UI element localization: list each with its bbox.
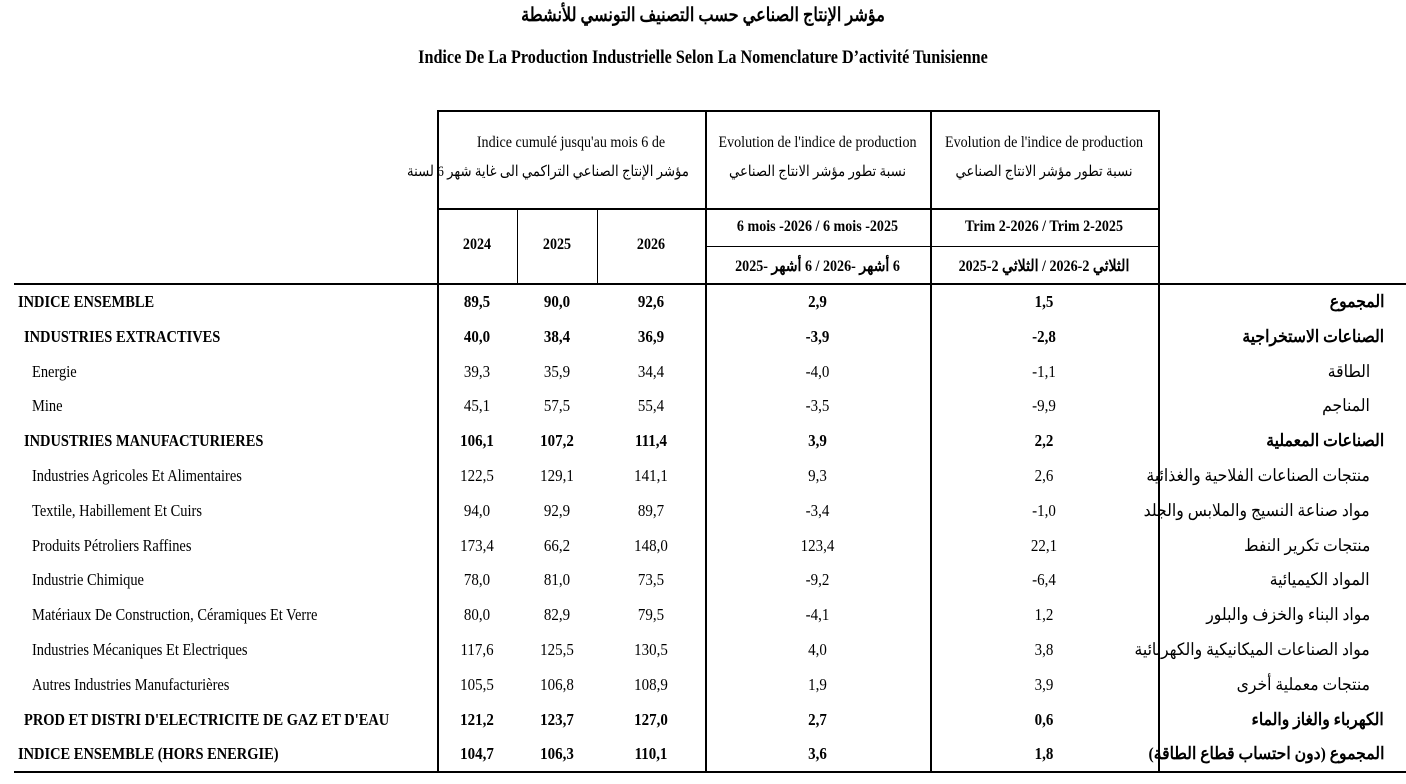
cell-evoltrim: -9,9 bbox=[1032, 396, 1056, 416]
row-label-fr: Energie bbox=[32, 361, 77, 381]
cell-evol6m: 1,9 bbox=[808, 674, 827, 694]
cell-v2025: 106,3 bbox=[540, 744, 574, 764]
table-row bbox=[0, 458, 1406, 493]
cell-v2026: 141,1 bbox=[634, 466, 668, 485]
row-label-ar: منتجات الصناعات الفلاحية والغذائية bbox=[1146, 466, 1370, 485]
cell-v2025: 92,9 bbox=[543, 500, 571, 520]
row-label-ar: مواد البناء والخزف والبلور bbox=[1206, 605, 1370, 625]
year-header-2024: 2024 bbox=[462, 236, 492, 253]
page-title-arabic: مؤشر الإنتاج الصناعي حسب التصنيف التونسي للأنشطة bbox=[521, 5, 885, 26]
row-label-fr: INDUSTRIES EXTRACTIVES bbox=[24, 326, 221, 346]
cell-evoltrim: -6,4 bbox=[1032, 570, 1056, 590]
cell-v2024: 94,0 bbox=[463, 500, 491, 520]
cell-evol6m: -4,0 bbox=[805, 361, 830, 381]
cell-v2024: 173,4 bbox=[460, 535, 494, 555]
cell-evol6m: -3,9 bbox=[805, 326, 830, 346]
cell-v2026: 92,6 bbox=[637, 292, 665, 311]
row-label-fr: Industrie Chimique bbox=[32, 570, 144, 590]
cell-evoltrim: 3,8 bbox=[1034, 640, 1054, 659]
header-top-border bbox=[437, 110, 1159, 112]
header-evol2-ar: نسبة تطور مؤشر الانتاج الصناعي bbox=[955, 164, 1133, 180]
col-border-year1 bbox=[517, 208, 518, 284]
col-border-year2 bbox=[597, 208, 598, 284]
cell-v2025: 129,1 bbox=[540, 466, 574, 485]
cell-v2024: 80,0 bbox=[463, 605, 491, 625]
row-label-ar: المناجم bbox=[1322, 396, 1370, 416]
table-row bbox=[0, 388, 1406, 423]
cell-evoltrim: 2,6 bbox=[1034, 466, 1054, 485]
header-cumul-fr: Indice cumulé jusqu'au mois 6 de bbox=[476, 134, 666, 151]
year-header-2025: 2025 bbox=[542, 236, 572, 253]
row-label-fr: PROD ET DISTRI D'ELECTRICITE DE GAZ ET D'EAU bbox=[24, 709, 390, 729]
cell-evoltrim: 0,6 bbox=[1034, 709, 1054, 729]
cell-v2026: 130,5 bbox=[634, 640, 668, 659]
row-label-fr: Produits Pétroliers Raffines bbox=[32, 535, 192, 555]
cell-v2026: 36,9 bbox=[637, 326, 665, 346]
table-row bbox=[0, 319, 1406, 354]
row-label-ar: المجموع (دون احتساب قطاع الطاقة) bbox=[1148, 744, 1384, 764]
cell-evol6m: 3,6 bbox=[808, 744, 827, 764]
cell-v2025: 106,8 bbox=[540, 674, 574, 694]
cell-evol6m: 3,9 bbox=[808, 431, 827, 451]
header-evol1-fr: Evolution de l'indice de production bbox=[718, 134, 917, 151]
cell-v2026: 127,0 bbox=[634, 709, 668, 729]
cell-v2025: 81,0 bbox=[543, 570, 571, 590]
cell-v2025: 90,0 bbox=[543, 292, 571, 311]
cell-evol6m: -3,5 bbox=[805, 396, 830, 416]
row-label-ar: المواد الكيميائية bbox=[1270, 570, 1370, 590]
cell-v2024: 104,7 bbox=[460, 744, 494, 764]
row-label-ar: الكهرباء والغاز والماء bbox=[1251, 709, 1384, 729]
header-mid-border bbox=[437, 208, 1159, 210]
row-label-fr: INDUSTRIES MANUFACTURIERES bbox=[24, 431, 264, 451]
page-title-french: Indice De La Production Industrielle Selon La Nomenclature D’activité Tunisienne bbox=[418, 47, 988, 68]
cell-v2024: 117,6 bbox=[460, 640, 494, 659]
row-label-ar: الصناعات الاستخراجية bbox=[1242, 326, 1384, 346]
cell-evoltrim: 2,2 bbox=[1034, 431, 1054, 451]
row-label-ar: المجموع bbox=[1329, 292, 1384, 311]
row-label-ar: مواد الصناعات الميكانيكية والكهربائية bbox=[1134, 640, 1370, 659]
header-cumul-ar: مؤشر الإنتاج الصناعي التراكمي الى غاية شهر 6 لسنة bbox=[407, 164, 689, 180]
period2-ar: الثلاثي 2-2026 / الثلاثي 2-2025 bbox=[958, 258, 1130, 275]
table-row bbox=[0, 354, 1406, 389]
table-row bbox=[0, 284, 1406, 319]
year-header-2026: 2026 bbox=[636, 236, 666, 253]
cell-v2024: 106,1 bbox=[460, 431, 494, 451]
cell-evol6m: 9,3 bbox=[808, 466, 827, 485]
period-divider bbox=[705, 246, 1159, 247]
row-label-ar: منتجات تكرير النفط bbox=[1243, 535, 1370, 555]
cell-v2025: 35,9 bbox=[543, 361, 571, 381]
table-row bbox=[0, 493, 1406, 528]
cell-evol6m: 4,0 bbox=[808, 640, 827, 659]
cell-v2026: 89,7 bbox=[637, 500, 665, 520]
cell-v2026: 55,4 bbox=[637, 396, 665, 416]
cell-evoltrim: 1,8 bbox=[1034, 744, 1054, 764]
row-label-ar: منتجات معملية أخرى bbox=[1236, 674, 1370, 694]
cell-evol6m: 2,7 bbox=[808, 709, 827, 729]
table-row bbox=[0, 562, 1406, 597]
row-label-fr: INDICE ENSEMBLE bbox=[18, 292, 155, 311]
header-evol2-fr: Evolution de l'indice de production bbox=[944, 134, 1144, 151]
table-row bbox=[0, 423, 1406, 458]
cell-v2024: 121,2 bbox=[460, 709, 494, 729]
table-row bbox=[0, 528, 1406, 563]
cell-evoltrim: 1,5 bbox=[1034, 292, 1054, 311]
row-label-fr: Matériaux De Construction, Céramiques Et Verre bbox=[32, 605, 318, 625]
row-label-fr: Industries Agricoles Et Alimentaires bbox=[32, 466, 242, 485]
cell-evoltrim: 3,9 bbox=[1034, 674, 1054, 694]
cell-evol6m: 2,9 bbox=[808, 292, 827, 311]
cell-v2024: 39,3 bbox=[463, 361, 491, 381]
row-label-ar: مواد صناعة النسيج والملابس والجلد bbox=[1144, 500, 1370, 520]
cell-v2024: 89,5 bbox=[463, 292, 491, 311]
cell-evol6m: 123,4 bbox=[800, 535, 835, 555]
table-row bbox=[0, 667, 1406, 702]
period1-fr: 6 mois -2026 / 6 mois -2025 bbox=[736, 218, 899, 235]
cell-evoltrim: -1,0 bbox=[1032, 500, 1056, 520]
cell-evol6m: -4,1 bbox=[805, 605, 830, 625]
cell-v2025: 125,5 bbox=[540, 640, 574, 659]
row-label-fr: Textile, Habillement Et Cuirs bbox=[32, 500, 202, 520]
cell-v2024: 122,5 bbox=[460, 466, 494, 485]
row-label-fr: Industries Mécaniques Et Electriques bbox=[32, 640, 248, 659]
table-row bbox=[0, 632, 1406, 667]
cell-v2025: 107,2 bbox=[540, 431, 574, 451]
table-row bbox=[0, 702, 1406, 737]
cell-v2025: 82,9 bbox=[543, 605, 571, 625]
cell-v2025: 38,4 bbox=[543, 326, 571, 346]
cell-v2025: 66,2 bbox=[543, 535, 571, 555]
cell-v2026: 111,4 bbox=[634, 431, 668, 451]
cell-v2024: 78,0 bbox=[463, 570, 491, 590]
cell-v2026: 79,5 bbox=[637, 605, 665, 625]
cell-v2025: 57,5 bbox=[543, 396, 571, 416]
cell-v2026: 34,4 bbox=[637, 361, 665, 381]
table-row bbox=[0, 597, 1406, 632]
row-label-ar: الصناعات المعملية bbox=[1266, 431, 1384, 451]
cell-evoltrim: 1,2 bbox=[1034, 605, 1054, 625]
cell-v2024: 45,1 bbox=[463, 396, 491, 416]
cell-v2026: 110,1 bbox=[634, 744, 668, 764]
header-evol1-ar: نسبة تطور مؤشر الانتاج الصناعي bbox=[728, 164, 907, 180]
cell-v2026: 73,5 bbox=[637, 570, 665, 590]
cell-v2024: 40,0 bbox=[463, 326, 491, 346]
cell-v2024: 105,5 bbox=[460, 674, 494, 694]
cell-v2026: 108,9 bbox=[634, 674, 668, 694]
row-label-fr: INDICE ENSEMBLE (HORS ENERGIE) bbox=[18, 744, 279, 764]
cell-v2025: 123,7 bbox=[540, 709, 574, 729]
period1-ar: 6 أشهر -2026 / 6 أشهر -2025 bbox=[735, 258, 900, 275]
cell-evol6m: -3,4 bbox=[805, 500, 830, 520]
row-label-fr: Autres Industries Manufacturières bbox=[32, 674, 230, 694]
cell-evol6m: -9,2 bbox=[805, 570, 830, 590]
cell-evoltrim: -1,1 bbox=[1032, 361, 1056, 381]
cell-v2026: 148,0 bbox=[634, 535, 668, 555]
period2-fr: Trim 2-2026 / Trim 2-2025 bbox=[965, 218, 1123, 235]
row-label-fr: Mine bbox=[32, 396, 63, 416]
row-label-ar: الطاقة bbox=[1327, 361, 1370, 381]
cell-evoltrim: 22,1 bbox=[1030, 535, 1058, 555]
cell-evoltrim: -2,8 bbox=[1032, 326, 1056, 346]
table-row bbox=[0, 736, 1406, 771]
